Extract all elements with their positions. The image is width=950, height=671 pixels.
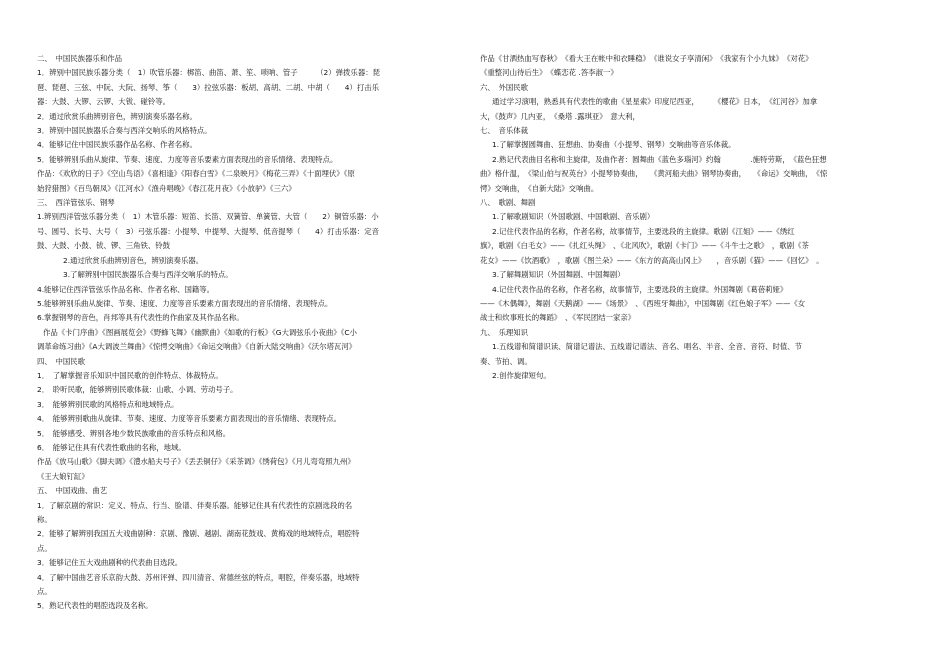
right-line-4: 大，《鼓声》几内亚， 《桑塔 .露琪亚》 意大利， [480,111,640,121]
left-line-31: 1．了解京剧的常识：定义、特点、行当、脸谱、伴奏乐器。能够记住具有代表性的京剧选段的名 [37,500,353,510]
left-line-2: 琶、琵琶、三弦、中阮、大阮、扬琴、筝（ 3）拉弦乐器：板胡、高胡、二胡、中胡（ 4）打击乐 [37,82,379,92]
left-line-18: 6.掌握钢琴的音色，肖邦等具有代表性的作曲家及其作品名称。 [37,313,244,323]
right-line-12: 2.记住代表作品的名称，作者名称，故事情节，主要选段的主旋律。歌剧《江姐》——《绣红 [492,226,795,236]
right-line-10: 八、 歌剧、舞剧 [480,198,536,208]
left-line-19: 作品《卡门序曲》《图画展览会》《野蜂飞舞》《幽默曲》《如歌的行板》《G大调弦乐小夜曲》《C小 [43,327,357,337]
left-line-28: 作品《放马山歌》《脚夫调》《澧水船夫号子》《丢丢铜仔》《采茶调》《绣荷包》《月儿弯弯照九州》 [37,457,355,467]
left-line-30: 五、 中国戏曲、曲艺 [37,486,108,496]
right-line-6: 1.了解掌握圆舞曲、狂想曲、协奏曲（小提琴、钢琴）交响曲等音乐体裁。 [492,140,736,150]
right-line-9: 愕》交响曲， 《自新大陆》交响曲。 [480,183,599,193]
left-line-1: 1．辨别中国民族乐器分类（ 1）吹管乐器：梆笛、曲笛、萧、笙、唢呐、管子 （2）弹拨乐器：琵 [37,68,380,78]
left-line-11: 1.辨别西洋管弦乐器分类（ 1）木管乐器：短笛、长笛、双簧管、单簧管、大管（ 2）铜管乐器：小 [37,212,379,222]
left-line-9: 始狩猎图》《百鸟朝凤》《江河水》《渔舟唱晚》《春江花月夜》《小放驴》《三六》 [37,183,296,193]
left-line-27: 6． 能够记住具有代表性歌曲的名称，地域。 [37,442,186,452]
right-line-0: 作品《甘洒热血写春秋》 《看大王在帐中和衣睡稳》 《谁说女子享清闲》 《我家有个小九妹》 《对花》 [480,54,813,63]
left-column [37,52,455,614]
right-line-13: 旗》，歌剧《白毛女》——《扎红头绳》 、《北风吹》，歌剧《卡门》——《斗牛士之歌》 ，歌剧《茶 [480,241,809,251]
left-line-0: 二、 中国民族器乐和作品 [37,54,122,63]
left-line-7: 5．能够辨别乐曲从旋律、节奏、速度、力度等音乐要素方面表现出的音乐情绪、表现特点。 [37,154,338,164]
left-line-14: 2.通过欣赏乐曲辨别音色，辨别演奏乐器。 [63,255,204,265]
left-line-26: 5． 能够感受、辨别各地少数民族歌曲的音乐特点和风格。 [37,428,231,438]
right-line-1: 《重整河山待后生》 《蝶恋花 .答李淑一》 [480,68,618,78]
right-line-3: 通过学习演唱，熟悉具有代表性的歌曲《星星索》印度尼西亚， 《樱花》日本， 《红河谷》加拿 [492,97,818,107]
left-line-20: 调革命练习曲》《A大调波兰舞曲》《惊愕交响曲》《命运交响曲》《自新大陆交响曲》《沃尔塔瓦河》 [37,342,357,352]
left-line-37: 点。 [37,587,52,597]
left-line-12: 号、圆号、长号、大号（ 3）弓弦乐器：小提琴、中提琴、大提琴、低音提琴（ 4）打击乐器：定音 [37,226,379,236]
left-line-10: 三、 西洋管弦乐、钢琴 [37,198,115,208]
right-line-17: ——《木偶舞》，舞剧《天鹅湖》——《场景》 、《西班牙舞曲》，中国舞剧《红色娘子军》——《女 [480,298,806,308]
left-line-34: 点。 [37,543,52,553]
right-line-22: 2.创作旋律短句。 [492,370,551,380]
left-line-17: 5.能够辨别乐曲从旋律、节奏、速度、力度等音乐要素方面表现出的音乐情绪、表现特点。 [37,298,333,308]
right-line-16: 4.记住代表作品的名称，作者名称，故事情节，主要选段的主旋律。外国舞剧《葛蓓莉娅》 [492,284,788,294]
left-line-24: 3． 能够辨别民歌的风格特点和地域特点。 [37,399,179,409]
left-line-8: 作品：《欢欣的日子》《空山鸟语》《喜相逢》《阳春白雪》《二泉映月》《梅花三弄》《十面埋伏》《原 [37,169,355,179]
right-line-15: 3.了解舞剧知识（外国舞剧、中国舞剧） [492,270,625,280]
left-line-13: 鼓、大鼓、小鼓、钹、锣、三角铁、铃鼓 [37,241,171,251]
left-line-33: 2．能够了解辨别我国五大戏曲剧种：京剧、豫剧、越剧、湖南花鼓戏、黄梅戏的地域特点，唱腔特 [37,529,360,539]
right-line-2: 六、 外国民歌 [480,82,529,92]
right-line-20: 1.五线谱和简谱识读、简谱记谱法、五线谱记谱法、音名、唱名、半音、全音、音符、时值、节 [492,342,803,352]
left-line-29: 《王大娘钉缸》 [37,471,89,481]
left-line-38: 5．熟记代表性的唱腔选段及名称。 [37,601,153,611]
left-line-35: 3．能够记住五大戏曲剧种的代表曲目选段。 [37,558,183,568]
right-line-8: 曲》格什温， 《梁山伯与祝英台》小提琴协奏曲， 《黄河船夫曲》钢琴协奏曲， 《命运》交响曲， 《惊 [480,169,828,179]
right-line-18: 战士和炊事班长的舞蹈》 、《军民团结一家亲》 [480,313,636,323]
right-column [480,52,910,383]
right-line-5: 七、 音乐体裁 [480,126,529,136]
right-line-19: 九、 乐理知识 [480,327,529,337]
left-line-21: 四、 中国民歌 [37,356,86,366]
left-line-4: 2．通过欣赏乐曲辨别音色，辨别演奏乐器名称。 [37,111,197,121]
left-line-5: 3．辨别中国民族器乐合奏与西洋交响乐的风格特点。 [37,126,212,136]
left-line-23: 2． 聆听民歌，能够辨别民歌体裁：山歌、小调、劳动号子。 [37,385,238,395]
left-line-16: 4.能够记住西洋管弦乐作品名称、作者名称、国籍等。 [37,284,215,294]
left-line-6: 4．能够记住中国民族乐器作品名称、作者名称。 [37,140,197,150]
left-line-3: 器：大鼓、大锣、云锣、大钹、碰铃等。 [37,97,171,107]
left-line-25: 4． 能够辨别歌曲从旋律、节奏、速度、力度等音乐要素方面表现出的音乐情绪、表现特点。 [37,414,342,424]
right-line-14: 花女》——《饮酒歌》 ，歌剧《图兰朵》——《东方的高高山冈上》 ，音乐剧《猫》——《回忆》 。 [480,255,824,265]
right-line-21: 奏、节拍、调。 [480,356,532,366]
left-line-36: 4．了解中国曲艺音乐京韵大鼓、苏州评弹、四川清音、常德丝弦的特点，唱腔，伴奏乐器，地域特 [37,572,360,582]
left-line-22: 1． 了解掌握音乐知识中国民歌的创作特点、体裁特点。 [37,370,223,380]
left-line-15: 3.了解辨别中国民族器乐合奏与西洋交响乐的特点。 [63,270,233,280]
right-line-11: 1.了解歌剧知识（外国歌剧、中国歌剧、音乐剧） [492,212,655,222]
left-line-32: 称。 [37,515,52,524]
right-line-7: 2.熟记代表曲目名称和主旋律，及曲作者：圆舞曲《蓝色多瑙河》约翰 .施特劳斯， 《蓝色狂想 [492,154,827,164]
